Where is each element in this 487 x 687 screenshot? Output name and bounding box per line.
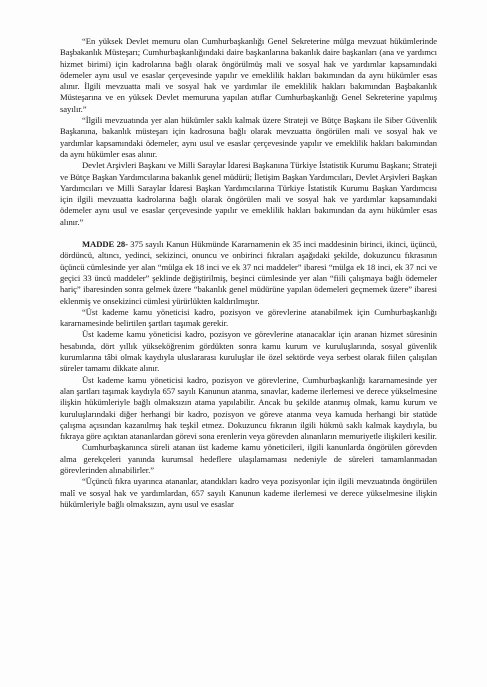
paragraph-fixed-term-dismissal: Cumhurbaşkanınca süreli atanan üst kademe kamu yöneticileri, ilgili kanunlarda öngörülen görevden alma gerekçeleri yanında kurumsal hedeflere ulaşılamaması nedeniyle de süreleri tamamlanmadan görevlerinden alınabilirler.” xyxy=(60,442,437,475)
paragraph-strategy-budget: “İlgili mevzuatında yer alan hükümler saklı kalmak üzere Strateji ve Bütçe Başkanı ile Siber Güvenlik Başkanına, bakanlık müsteşarı için kadrosuna bağlı olarak mevzuatta öngörülen mali ve sosyal hak ve yardımlar kapsamındaki ödemeler, aynı usul ve esaslar çerçevesinde yapılır ve emeklilik hakları bakımından da aynı hükümler esas alınır. xyxy=(60,115,437,159)
article-heading: MADDE 28- xyxy=(82,239,128,250)
paragraph-state-archives: Devlet Arşivleri Başkanı ve Milli Saraylar İdaresi Başkanına Türkiye İstatistik Kurumu Başkanı; Strateji ve Bütçe Başkan Yardımcılarına bakanlık genel müdürü; İletişim Başkan Yardımcıları, Devlet Arşivleri Başkan Yardımcıları ve Milli Saraylar İdaresi Başkan Yardımcılarına Türkiye İstatistik Kurumu Başkan Yardımcısı için ilgili mevzuatta kadrolarına bağlı olarak öngörülen mali ve sosyal hak ve yardımlar kapsamındaki ödemeler aynı usul ve esaslar çerçevesinde yapılır ve emeklilik hakları bakımından da aynı hükümler esas alınır.” xyxy=(60,160,437,227)
paragraph-article-28 xyxy=(60,239,437,307)
paragraph-third-clause: “Üçüncü fıkra uyarınca atananlar, atandıkları kadro veya pozisyonlar için ilgili mevzuatında öngörülen malî ve sosyal hak ve yardımlardan, 657 sayılı Kanunun kademe ilerlemesi ve derece yükselmesine ilişkin hükümleriyle bağlı olmaksızın, aynı usul ve esaslar xyxy=(60,476,437,509)
paragraph-appointment-rules: Üst kademe kamu yöneticisi kadro, pozisyon ve görevlerine, Cumhurbaşkanlığı kararnamesinde yer alan şartları taşımak kaydıyla 657 sayılı Kanunun atanma, sınavlar, kademe ilerlemesi ve derece yükselmesine ilişkin hükümleriyle bağlı olmaksızın atama yapılabilir. Ancak bu şekilde atanmış olmak, kamu kurum ve kuruluşlarındaki diğer herhangi bir kadro, pozisyon ve göreve atanma veya kamuda herhangi bir statüde çalışma açısından kazanılmış hak teşkil etmez. Dokuzuncu fıkranın ilgili hükmü saklı kalmak kaydıyla, bu fıkraya göre açıktan atananlardan görevi sona erenlerin veya görevden alınanların memuriyetle ilişkileri kesilir. xyxy=(60,374,437,442)
article-body: 375 sayılı Kanun Hükmünde Kararnamenin ek 35 inci maddesinin birinci, ikinci, üçüncü, dördüncü, altıncı, yedinci, sekizinci, onuncu ve onbirinci fıkraları aşağıdaki şekilde, dokuzuncu fıkrasının üçüncü cümlesinde yer alan “mülga ek 18 inci ve ek 37 nci maddeler” ibaresi “mülga ek 18 inci, ek 37 nci ve geçici 33 üncü maddeler” şeklinde değiştirilmiş, beşinci cümlesinde yer alan “fiili çalışmaya bağlı ödemeler hariç” ibaresinden sonra gelmek üzere “bakanlık genel müdürüne yapılan ödemeleri geçmemek üzere” ibaresi eklenmiş ve onsekizinci cümlesi yürürlükten kaldırılmıştır. xyxy=(60,239,437,306)
paragraph-service-period: Üst kademe kamu yöneticisi kadro, pozisyon ve görevlerine atanacaklar için aranan hizmet süresinin hesabında, dört yıllık yükseköğrenim gördükten sonra kamu kurum ve kuruluşlarında, sosyal güvenlik kurumlarına tâbi olmak kaydıyla uluslararası kuruluşlar ile özel sektörde veya serbest olarak fiilen çalışılan süreler tamamı dikkate alınır. xyxy=(60,329,437,374)
paragraph-general-secretary: “En yüksek Devlet memuru olan Cumhurbaşkanlığı Genel Sekreterine mülga mevzuat hükümlerinde Başbakanlık Müsteşarı; Cumhurbaşkanlığındaki daire başkanlarına bakanlık daire başkanları (ana ve yardımcı hizmet birimi) için kadrolarına bağlı olarak öngörülmüş mali ve sosyal hak ve yardımlar kapsamındaki ödemeler aynı usul ve esaslar çerçevesinde yapılır ve emeklilik hakları bakımından da aynı hükümler esas alınır. İlgili mevzuatta mali ve sosyal hak ve yardımlar ile emeklilik hakları bakımından Başbakanlık Müsteşarına ve en yüksek Devlet memuruna yapılan atıflar Cumhurbaşkanlığı Genel Sekreterine yapılmış sayılır.” xyxy=(60,36,437,114)
paragraph-gap xyxy=(60,228,437,239)
paragraph-senior-manager-conditions: “Üst kademe kamu yöneticisi kadro, pozisyon ve görevlerine atanabilmek için Cumhurbaşkanlığı kararnamesinde belirtilen şartları taşımak gerekir. xyxy=(60,306,437,329)
